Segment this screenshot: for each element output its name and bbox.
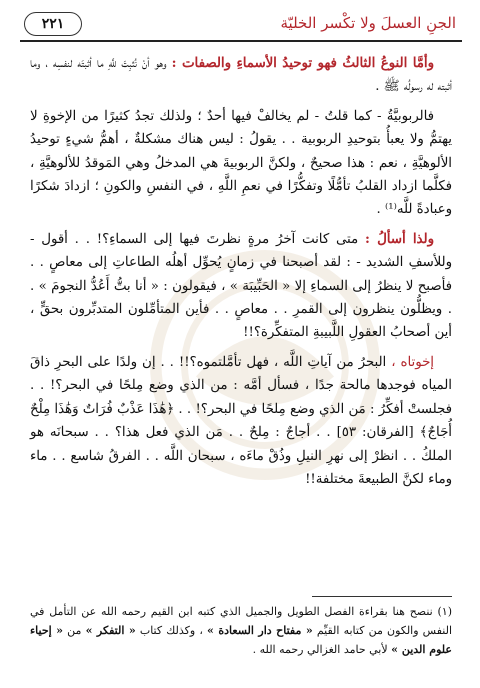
footnote-book-title: « مفتاح دار السعادة » [207, 624, 313, 637]
paragraph [30, 52, 452, 99]
footnote-text: من [63, 624, 86, 637]
paragraph-text: فالربوبيَّةُ - كما قلتُ - لم يخالفْ فيها أحدٌ ؛ ولذلك تجدُ كثيرًا من الإخوةِ لا يهتمُّ ولا يعبأُ بتوحيدِ الربوبية . . يقولُ : ليس هناك مشكلةٌ ، أهمُّ شيءٍ توحيدُ الألوهيَّةِ ، نعم : هذا صحيحٌ ، ولكنَّ الربوبيةَ هي المدخلُ وهي المَوقدُ للألوهيَّةِ ، فكلَّما ازداد القلبُ تأمُّلًا وتفكُّرًا في نعمِ اللَّهِ ، في النفسِ والكونِ ؛ ازدادَ شكرًا وعبادةً للَّه⁽¹⁾ . [30, 108, 452, 218]
section-lead: إخوتاه ، [391, 354, 434, 370]
running-title: الجنِ العسلَ ولا تكْسر الخليّة [280, 14, 456, 32]
paragraph [30, 228, 452, 345]
footnote-book-title: « التفكر » [85, 624, 136, 637]
paragraph-text: متى كانت آخرُ مرةٍ نظرتَ فيها إلى السماءِ؟! . . أقول - وللأسفِ الشديد - : لقد أصبحنا في زمانٍ يُحوِّل أهلُه الطاعاتِ إلى معاصٍ . . فأصبح لا ينظرُ إلى السماءِ إلا « الحَبِّيبَة » ، فيقولون : « أنا بتُّ أَعُدُّ النجومَ » . . ويظلُّون ينظرون إلى القمرِ . . معاصٍ . . فأين المتأمِّلون المتدبِّرون بحقٍّ ، أين أصحابُ العقولِ اللَّبيبةِ المتفكِّرة؟!! [30, 231, 452, 341]
footnote-book-title: « إحياء علوم الدين » [30, 624, 452, 656]
page-number: ٢٢١ [24, 12, 82, 36]
footnote-text: ، وكذلك كتاب [135, 624, 208, 637]
body-text [30, 52, 452, 497]
footnote-separator [312, 596, 452, 597]
page-header [20, 10, 462, 40]
paragraph-text: البحرُ من آياتِ اللَّه ، فهل تأمَّلتموه؟!! . . إن ولدًا على البحرِ ذاقَ المياه فوجدها مالحة جدًا ، فسأل أمَّه : من الذي وضع مِلحًا في البحر؟! . . فجلستْ أفكِّرُ : مَن الذي وضع مِلحًا في البحر؟! . . ﴿هَٰذَا عَذْبٌ فُرَاتٌ وَهَٰذَا مِلْحٌ أُجَاجٌ﴾ [الفرقان: ٥٣] . . أجاجٌ : مِلحٌ . . مَن الذي فعل هذا؟ . . سبحانَه هو الملكُ . . انظرْ إلى نهرِ النيلِ وذُقْ ماءَه ، سبحان اللَّه . . الفرقُ شاسع . . ماء وماء لكنَّ الطبيعةَ مختلفة!! [30, 354, 452, 487]
paragraph-text: وهو أنْ نُثبِتَ للَّهِ ما أثبتَه لنفسِه ، وما أثبته له رسولُه ﷺ . [30, 56, 452, 95]
header-rule [20, 40, 462, 42]
footnote-text: لأبي حامد الغزالي رحمه الله . [252, 643, 392, 656]
section-lead: وأمَّا النوعُ الثالثُ فهو توحيدُ الأسماءِ والصفات : [171, 56, 435, 71]
section-lead: ولذا أسألُ : [364, 231, 434, 247]
paragraph [30, 105, 452, 222]
paragraph [30, 351, 452, 491]
footnote [30, 602, 452, 659]
footnote-text: (١) ننصح هنا بقراءة الفصل الطويل والجميل الذي كتبه ابن القيم رحمه الله عن التأمل في النفس والكون من كتابه القيِّم [30, 605, 452, 637]
